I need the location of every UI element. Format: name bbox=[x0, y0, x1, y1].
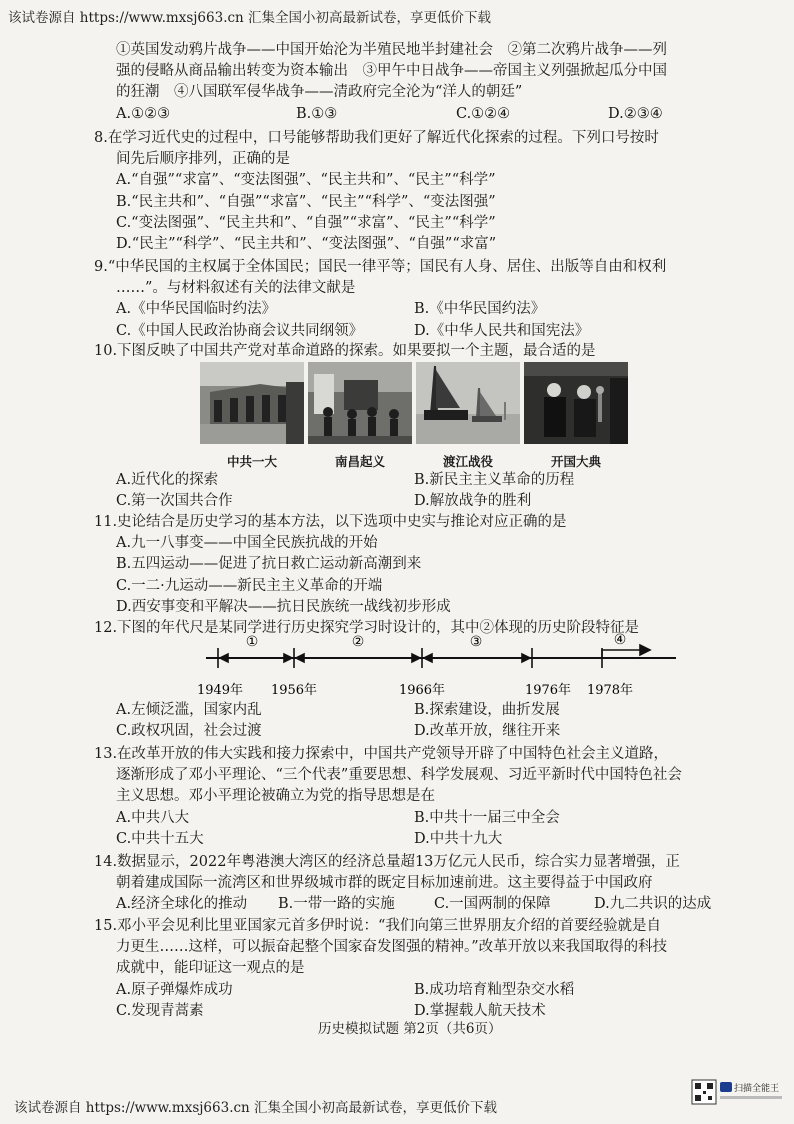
option-c: C.一国两制的保障 bbox=[434, 896, 551, 913]
option-b: B.“民主共和”、“自强”“求富”、“民主”“科学”、“变法图强” bbox=[116, 193, 496, 210]
timeline-mark-2: ② bbox=[351, 634, 365, 650]
question-stem: 成就中，能印证这一观点的是 bbox=[116, 960, 305, 977]
question-stem: 主义思想。邓小平理论被确立为党的指导思想是在 bbox=[116, 788, 435, 805]
question-stem: 12.下图的年代尺是某同学进行历史探究学习时设计的，其中②体现的历史阶段特征是 bbox=[94, 620, 640, 636]
question-10 bbox=[94, 341, 746, 362]
option-b: B.新民主主义革命的历程 bbox=[414, 472, 575, 488]
year-1976: 1976年 bbox=[524, 683, 572, 698]
option-d: D.改革开放，继往开来 bbox=[414, 723, 561, 740]
photo-cpc-first-congress bbox=[200, 362, 304, 444]
option-a: A.经济全球化的推动 bbox=[116, 896, 248, 913]
option-c: C.政权巩固，社会过渡 bbox=[116, 723, 262, 740]
caption-founding-ceremony: 开国大典 bbox=[550, 454, 601, 469]
question-14 bbox=[94, 852, 746, 916]
question-stem: 朝着建成国际一流湾区和世界级城市群的既定目标加速前进。这主要得益于中国政府 bbox=[116, 875, 653, 892]
q7-text-line: 强的侵略从商品输出转变为资本输出 ③甲午中日战争——帝国主义列强掀起瓜分中国 bbox=[116, 63, 667, 80]
option-d: D.中共十九大 bbox=[414, 830, 503, 847]
scanner-watermark bbox=[690, 1078, 786, 1108]
option-c: C.发现青蒿素 bbox=[116, 1002, 204, 1019]
question-13 bbox=[94, 744, 746, 850]
scanner-brand-text: 扫描全能王 bbox=[734, 1084, 780, 1094]
option-c: C.第一次国共合作 bbox=[116, 493, 233, 510]
question-stem: 间先后顺序排列，正确的是 bbox=[116, 151, 290, 168]
question-stem: 9.“中华民国的主权属于全体国民；国民一律平等；国民有人身、居住、出版等自由和权利 bbox=[94, 259, 667, 275]
option-c: C.中共十五大 bbox=[116, 830, 204, 847]
option-c: C.一二·九运动——新民主主义革命的开端 bbox=[116, 577, 383, 594]
caption-cpc-first-congress: 中共一大 bbox=[226, 454, 277, 469]
options-row bbox=[116, 470, 746, 491]
timeline-mark-4: ④ bbox=[613, 632, 627, 648]
option-d: D.解放战争的胜利 bbox=[414, 493, 532, 510]
question-stem: 11.史论结合是历史学习的基本方法，以下选项中史实与推论对应正确的是 bbox=[94, 514, 567, 530]
timeline-mark-1: ① bbox=[245, 634, 259, 650]
question-stem: 逐渐形成了邓小平理论、“三个代表”重要思想、科学发展观、习近平新时代中国特色社会 bbox=[116, 767, 682, 784]
question-stem: 力更生……这样，可以振奋起整个国家奋发图强的精神。”改革开放以来我国取得的科技 bbox=[116, 939, 668, 956]
question-stem: 14.数据显示，2022年粤港澳大湾区的经济总量超13万亿元人民币，综合实力显著增强，正 bbox=[94, 854, 680, 870]
options-row bbox=[116, 321, 746, 342]
question-11 bbox=[94, 512, 746, 618]
option-c: C.①②④ bbox=[456, 105, 511, 122]
option-b: B.五四运动——促进了抗日救亡运动新高潮到来 bbox=[116, 556, 422, 573]
year-1956: 1956年 bbox=[270, 683, 318, 698]
options-row bbox=[116, 980, 746, 1001]
page-number-footer: 历史模拟试题 第2页（共6页） bbox=[318, 1021, 502, 1037]
photo-yangtze-crossing bbox=[416, 362, 520, 444]
option-a: A.①②③ bbox=[116, 105, 171, 122]
option-a: A.九一八事变——中国全民族抗战的开始 bbox=[116, 535, 378, 552]
photo-founding-ceremony bbox=[524, 362, 628, 444]
option-d: D.《中华人民共和国宪法》 bbox=[414, 322, 590, 339]
option-d: D.九二共识的达成 bbox=[594, 896, 712, 913]
source-footer: 该试卷源自 https://www.mxsj663.cn 汇集全国小初高最新试卷，享更低价下载 bbox=[14, 1100, 498, 1116]
option-b: B.一带一路的实施 bbox=[278, 896, 395, 913]
option-a: A.《中华民国临时约法》 bbox=[116, 301, 277, 318]
option-a: A.中共八大 bbox=[116, 809, 190, 826]
question-14-options bbox=[116, 894, 746, 915]
photo-captions bbox=[200, 452, 628, 470]
option-c: C.“变法图强”、“民主共和”、“自强”“求富”、“民主”“科学” bbox=[116, 214, 496, 231]
question-7-continuation bbox=[116, 40, 746, 125]
option-b: B.①③ bbox=[296, 105, 338, 122]
option-d: D.“民主”“科学”、“民主共和”、“变法图强”、“自强”“求富” bbox=[116, 235, 497, 252]
year-1978: 1978年 bbox=[586, 683, 634, 698]
q7-text-line: 的狂潮 ④八国联军侵华战争——清政府完全沦为“洋人的朝廷” bbox=[116, 84, 523, 101]
options-row bbox=[116, 808, 746, 829]
option-b: B.成功培育籼型杂交水稻 bbox=[414, 981, 575, 998]
option-d: D.②③④ bbox=[608, 105, 663, 122]
options-row bbox=[116, 829, 746, 850]
source-header: 该试卷源自 https://www.mxsj663.cn 汇集全国小初高最新试卷，享更低价下载 bbox=[8, 10, 492, 26]
caption-nanchang-uprising: 南昌起义 bbox=[334, 454, 385, 469]
options-row bbox=[116, 299, 746, 320]
question-stem: ……”。与材料叙述有关的法律文献是 bbox=[116, 280, 356, 297]
options-row bbox=[116, 491, 746, 512]
question-stem: 8.在学习近代史的过程中，口号能够帮助我们更好了解近代化探索的过程。下列口号按时 bbox=[94, 130, 659, 146]
history-photo-strip bbox=[200, 362, 628, 444]
option-a: A.左倾泛滥，国家内乱 bbox=[116, 702, 262, 718]
option-b: B.中共十一届三中全会 bbox=[414, 809, 560, 826]
q7-options bbox=[116, 104, 746, 125]
question-9 bbox=[94, 257, 746, 342]
year-1966: 1966年 bbox=[398, 683, 446, 698]
question-stem: 13.在改革开放的伟大实践和接力探索中，中国共产党领导开辟了中国特色社会主义道路， bbox=[94, 746, 669, 762]
option-d: D.掌握载人航天技术 bbox=[414, 1002, 546, 1019]
caption-yangtze-crossing: 渡江战役 bbox=[442, 454, 493, 469]
question-15 bbox=[94, 916, 746, 1022]
year-1949: 1949年 bbox=[196, 683, 244, 698]
option-d: D.西安事变和平解决——抗日民族统一战线初步形成 bbox=[116, 598, 451, 615]
option-c: C.《中国人民政治协商会议共同纲领》 bbox=[116, 322, 364, 339]
question-stem: 15.邓小平会见利比里亚国家元首多伊时说：“我们向第三世界朋友介绍的首要经验就是自 bbox=[94, 918, 661, 934]
options-row bbox=[116, 700, 746, 721]
option-b: B.探索建设，曲折发展 bbox=[414, 702, 560, 718]
option-a: A.“自强”“求富”、“变法图强”、“民主共和”、“民主”“科学” bbox=[116, 172, 496, 189]
q7-text-line: ①英国发动鸦片战争——中国开始沦为半殖民地半封建社会 ②第二次鸦片战争——列 bbox=[116, 42, 667, 58]
question-12-options bbox=[116, 700, 746, 742]
option-a: A.原子弹爆炸成功 bbox=[116, 981, 233, 998]
question-10-options bbox=[116, 470, 746, 512]
timeline-mark-3: ③ bbox=[469, 634, 483, 650]
question-stem: 10.下图反映了中国共产党对革命道路的探索。如果要拟一个主题，最合适的是 bbox=[94, 343, 596, 359]
question-8 bbox=[94, 128, 746, 255]
photo-nanchang-uprising bbox=[308, 362, 412, 444]
options-row bbox=[116, 721, 746, 742]
option-a: A.近代化的探索 bbox=[116, 472, 219, 488]
option-b: B.《中华民国约法》 bbox=[414, 301, 546, 318]
